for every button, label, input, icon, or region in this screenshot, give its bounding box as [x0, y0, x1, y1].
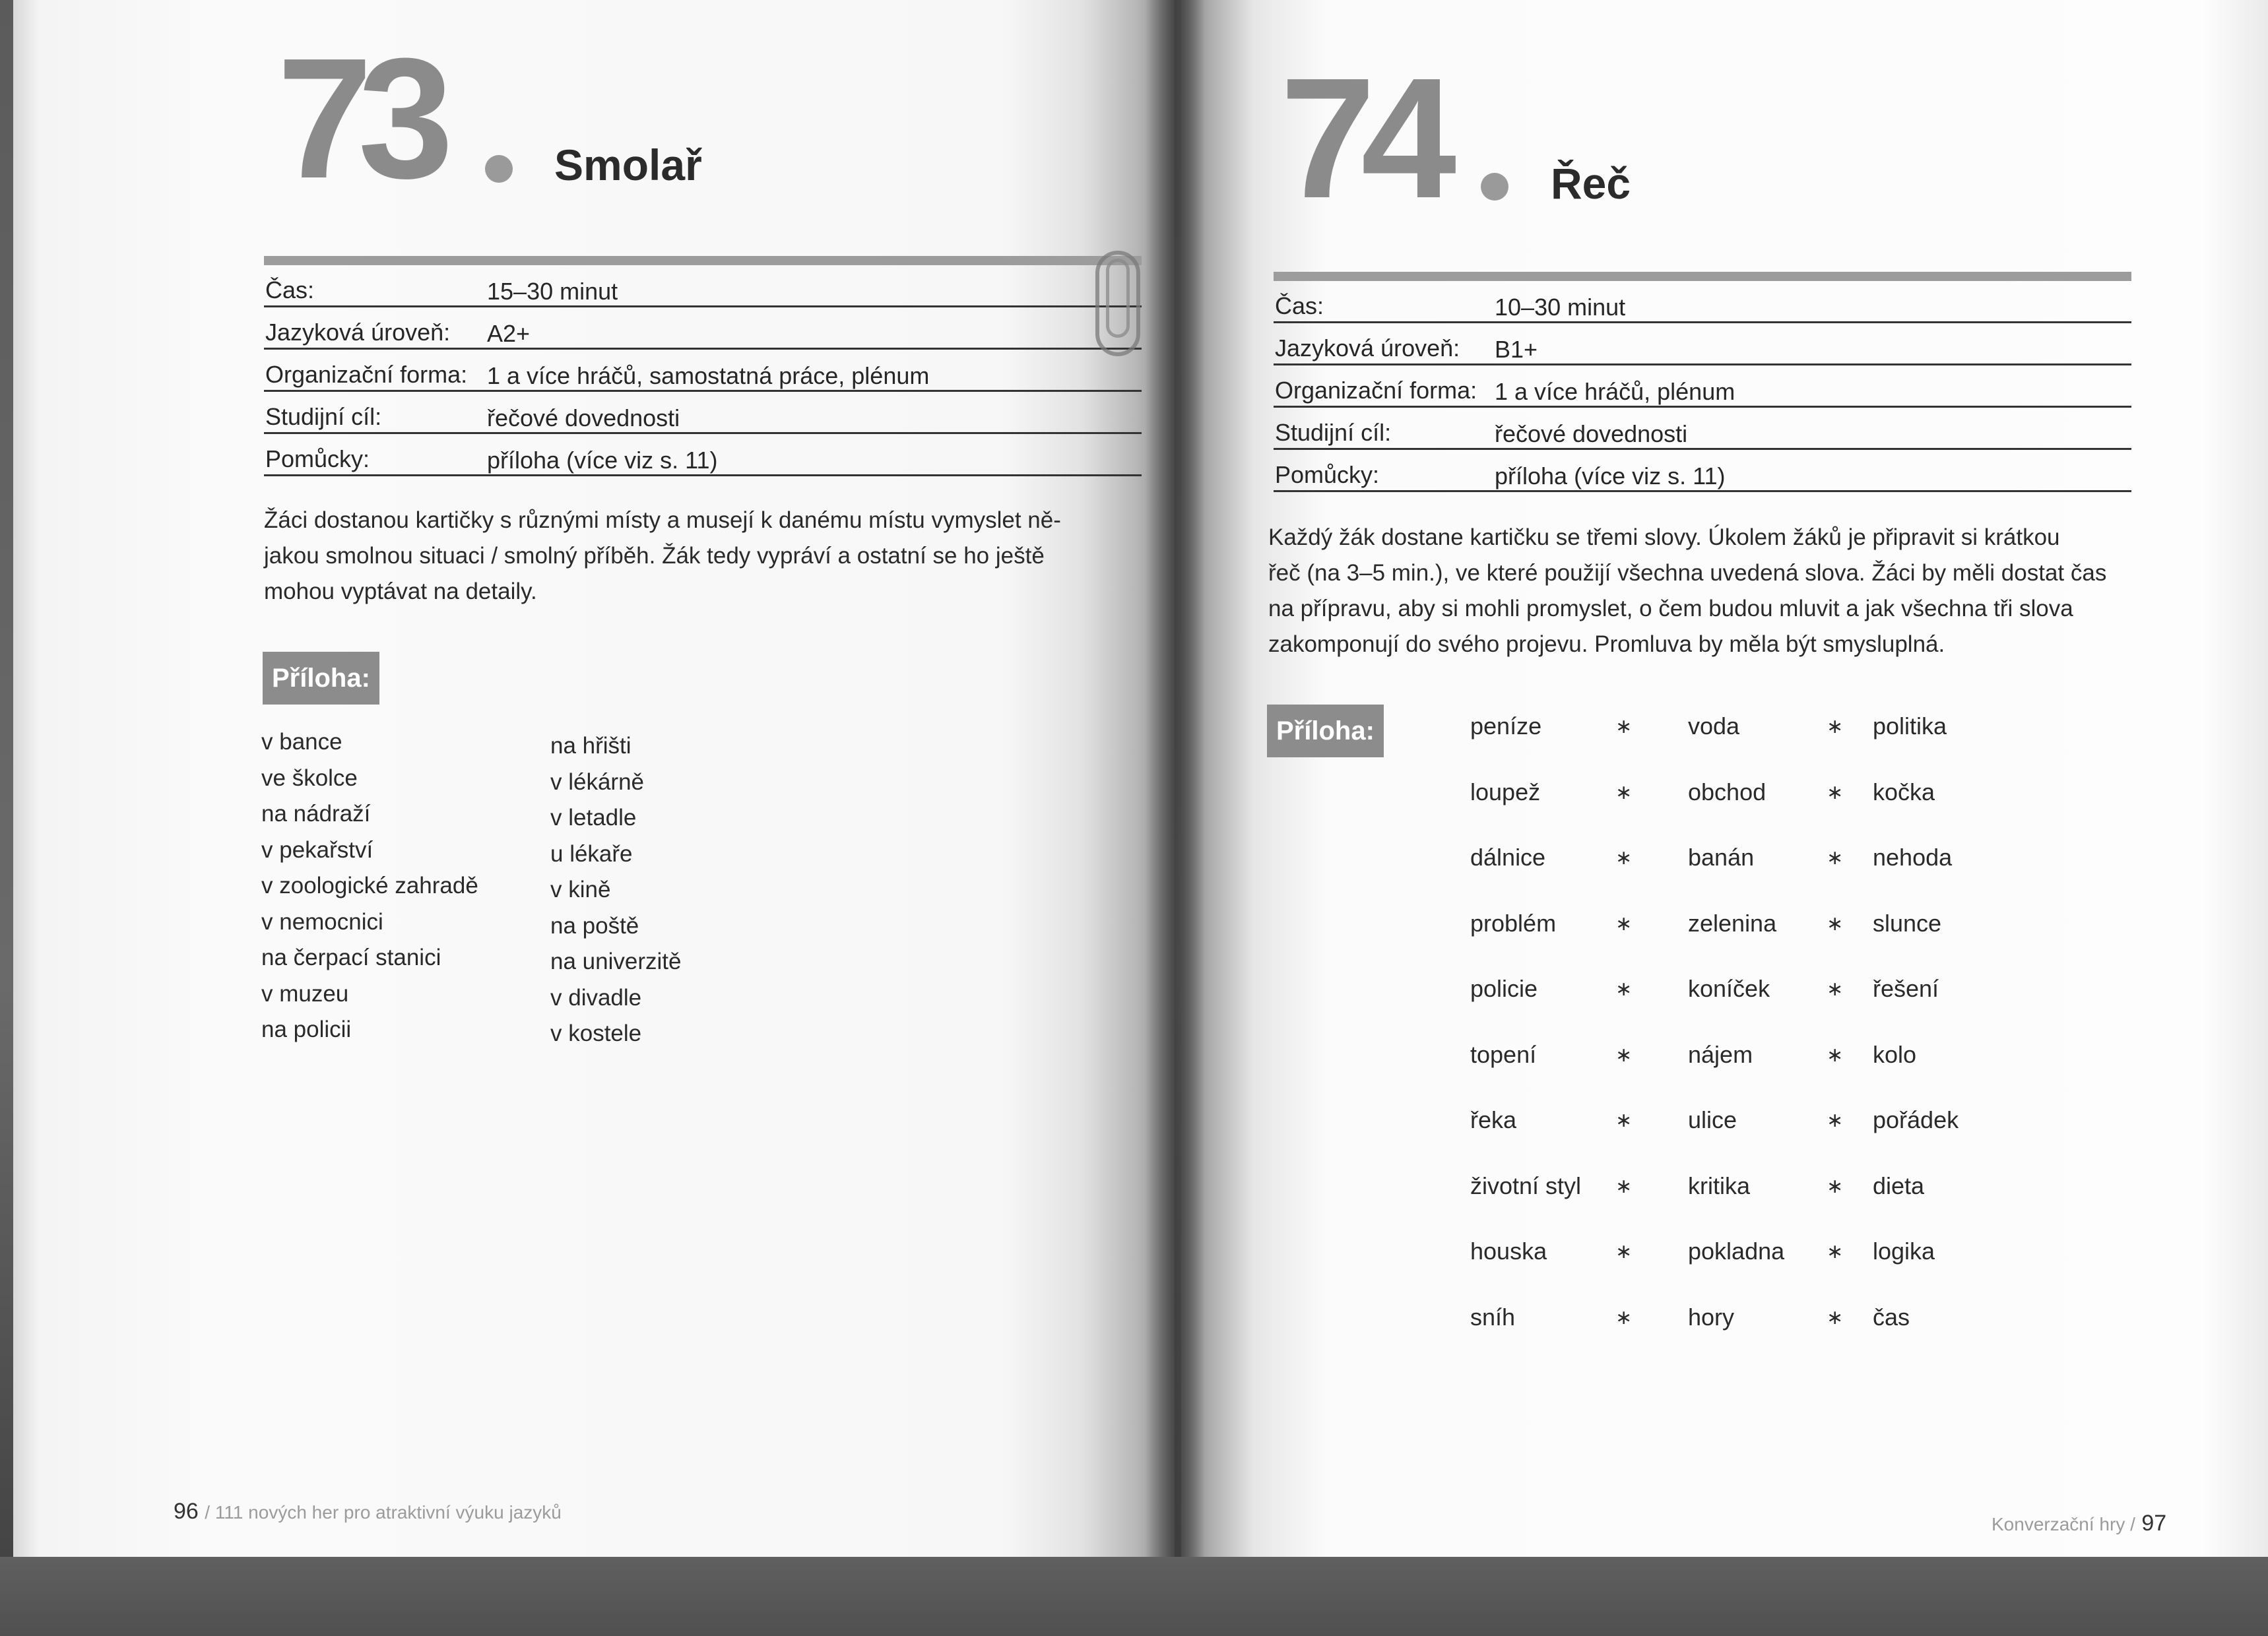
word: nájem [1688, 1041, 1753, 1068]
word: problém [1470, 910, 1557, 937]
word: řeka [1470, 1106, 1517, 1133]
word: dieta [1873, 1172, 1925, 1199]
word: sníh [1470, 1304, 1516, 1331]
separator-icon: ∗ [1615, 978, 1633, 1000]
exercise-number: 73 [277, 23, 439, 214]
meta-row [1274, 408, 2131, 450]
word: čas [1873, 1304, 1910, 1331]
meta-value: 1 a více hráčů, samostatná práce, plénum [487, 362, 930, 389]
list-item: v nemocnici [261, 908, 383, 935]
meta-key: Organizační forma: [1275, 377, 1477, 404]
exercise-number: 74 [1280, 43, 1442, 234]
separator-icon: ∗ [1615, 782, 1633, 803]
separator-icon: ∗ [1615, 1044, 1633, 1066]
list-item: v letadle [550, 805, 637, 831]
separator-icon: ∗ [1827, 716, 1844, 738]
word: kolo [1873, 1041, 1917, 1068]
word: slunce [1873, 910, 1942, 937]
book-gutter [1145, 0, 1204, 1636]
meta-row [264, 434, 1142, 476]
meta-row [1274, 365, 2131, 408]
separator-icon: ∗ [1615, 913, 1633, 935]
word: pokladna [1688, 1238, 1785, 1265]
meta-row [1274, 450, 2131, 492]
meta-value: řečové dovednosti [487, 404, 680, 431]
meta-value: 10–30 minut [1495, 294, 1626, 321]
word: kritika [1688, 1172, 1751, 1199]
separator-icon: ∗ [1827, 978, 1844, 1000]
meta-value: příloha (více viz s. 11) [487, 447, 718, 474]
separator-icon: ∗ [1827, 1307, 1844, 1329]
word-grid [1470, 712, 2064, 1346]
right-page [1181, 0, 2268, 1596]
meta-key: Čas: [265, 276, 315, 303]
word: pořádek [1873, 1106, 1959, 1133]
separator-icon: ∗ [1615, 1176, 1633, 1197]
word: obchod [1688, 778, 1766, 805]
list-item: v bance [261, 729, 342, 755]
word: kočka [1873, 778, 1935, 805]
meta-key: Jazyková úroveň: [1275, 334, 1460, 362]
word: životní styl [1470, 1172, 1582, 1199]
separator-icon: ∗ [1615, 1110, 1633, 1131]
separator-icon: ∗ [1615, 847, 1633, 869]
description-line: mohou vyptávat na detaily. [264, 579, 537, 604]
list-item: na univerzitě [550, 949, 682, 974]
word: logika [1873, 1238, 1935, 1265]
exercise-title: Řeč [1551, 159, 1631, 208]
meta-row [264, 265, 1142, 307]
meta-key: Pomůcky: [265, 445, 370, 472]
meta-key: Jazyková úroveň: [265, 319, 451, 346]
description-line: jakou smolnou situaci / smolný příběh. Žák tedy vypráví a ostatní se ho ještě [264, 543, 1045, 569]
page-footer [1992, 1511, 2166, 1536]
meta-key: Čas: [1275, 292, 1324, 319]
word: dálnice [1470, 844, 1546, 871]
separator-icon: ∗ [1615, 716, 1633, 738]
list-item: v zoologické zahradě [261, 873, 478, 898]
footer-text: / 111 nových her pro atraktivní výuku jazyků [205, 1502, 562, 1523]
page-number: 96 [174, 1499, 199, 1524]
separator-icon: ∗ [1827, 847, 1844, 869]
meta-bar [1274, 272, 2131, 281]
meta-key: Pomůcky: [1275, 461, 1380, 488]
meta-key: Studijní cíl: [265, 403, 382, 430]
list-item: v pekařství [261, 836, 373, 863]
meta-key: Organizační forma: [265, 361, 468, 388]
meta-key: Studijní cíl: [1275, 419, 1392, 446]
left-page [13, 0, 1175, 1570]
word: koníček [1688, 975, 1770, 1002]
list-item: na poště [550, 912, 639, 939]
exercise-title: Smolař [554, 141, 702, 189]
separator-icon: ∗ [1827, 1044, 1844, 1066]
meta-value: 1 a více hráčů, plénum [1495, 378, 1735, 405]
description [1268, 520, 2139, 662]
description-line: zakomponují do svého projevu. Promluva by měla být smysluplná. [1268, 631, 1945, 657]
description-line: Každý žák dostane kartičku se třemi slovy. Úkolem žáků je připravit si krátkou [1268, 524, 2060, 550]
separator-icon: ∗ [1615, 1307, 1633, 1329]
word: politika [1873, 712, 1947, 739]
list-item: v muzeu [261, 980, 349, 1007]
footer-text: Konverzační hry / [1992, 1514, 2135, 1534]
word: banán [1688, 844, 1755, 871]
meta-row [264, 392, 1142, 434]
word: nehoda [1873, 844, 1953, 871]
meta-row [1274, 323, 2131, 365]
description [264, 503, 1148, 610]
number-dot [485, 155, 513, 183]
word: policie [1470, 975, 1538, 1002]
list-item: u lékaře [550, 840, 633, 867]
meta-table [1274, 272, 2131, 492]
meta-row [1274, 281, 2131, 323]
list-item: v kostele [550, 1021, 642, 1046]
list-item: v lékárně [550, 769, 645, 795]
meta-value: příloha (více viz s. 11) [1495, 462, 1726, 489]
list-item: v divadle [550, 984, 642, 1011]
word: peníze [1470, 712, 1542, 739]
page-number: 97 [2141, 1511, 2167, 1536]
meta-row [264, 307, 1142, 350]
description-line: řeč (na 3–5 min.), ve které použijí všechna uvedená slova. Žáci by měli dostat čas [1268, 560, 2107, 586]
scan-bottom-edge [0, 1557, 2268, 1636]
separator-icon: ∗ [1827, 1110, 1844, 1131]
meta-table [264, 256, 1142, 476]
paperclip-inner [1106, 259, 1130, 338]
separator-icon: ∗ [1615, 1241, 1633, 1263]
list-item: ve školce [261, 765, 358, 791]
page-footer [174, 1499, 562, 1525]
separator-icon: ∗ [1827, 913, 1844, 935]
list-item: v kině [550, 877, 611, 902]
word: voda [1688, 712, 1740, 739]
meta-value: A2+ [487, 320, 531, 347]
places-column-1 [261, 724, 478, 1048]
number-dot [1481, 173, 1508, 201]
word: ulice [1688, 1106, 1737, 1133]
meta-value: řečové dovednosti [1495, 420, 1688, 447]
word: houska [1470, 1238, 1547, 1265]
word: loupež [1470, 778, 1541, 805]
meta-row [264, 350, 1142, 392]
appendix-badge: Příloha: [263, 652, 379, 705]
word: řešení [1873, 975, 1939, 1002]
word: zelenina [1688, 910, 1777, 937]
list-item: na nádraží [261, 801, 371, 827]
meta-bar [264, 256, 1142, 265]
list-item: na policii [261, 1017, 352, 1042]
meta-value: B1+ [1495, 336, 1538, 363]
list-item: na hřišti [550, 733, 632, 759]
description-line: Žáci dostanou kartičky s různými místy a musejí k danému místu vymyslet ně- [264, 507, 1061, 533]
places-column-2 [550, 728, 681, 1052]
separator-icon: ∗ [1827, 1176, 1844, 1197]
meta-value: 15–30 minut [487, 278, 618, 305]
description-line: na přípravu, aby si mohli promyslet, o čem budou mluvit a jak všechna tři slova [1268, 596, 2073, 621]
word: topení [1470, 1041, 1537, 1068]
appendix-badge: Příloha: [1267, 705, 1384, 757]
word: hory [1688, 1304, 1735, 1331]
separator-icon: ∗ [1827, 782, 1844, 803]
list-item: na čerpací stanici [261, 945, 441, 970]
separator-icon: ∗ [1827, 1241, 1844, 1263]
